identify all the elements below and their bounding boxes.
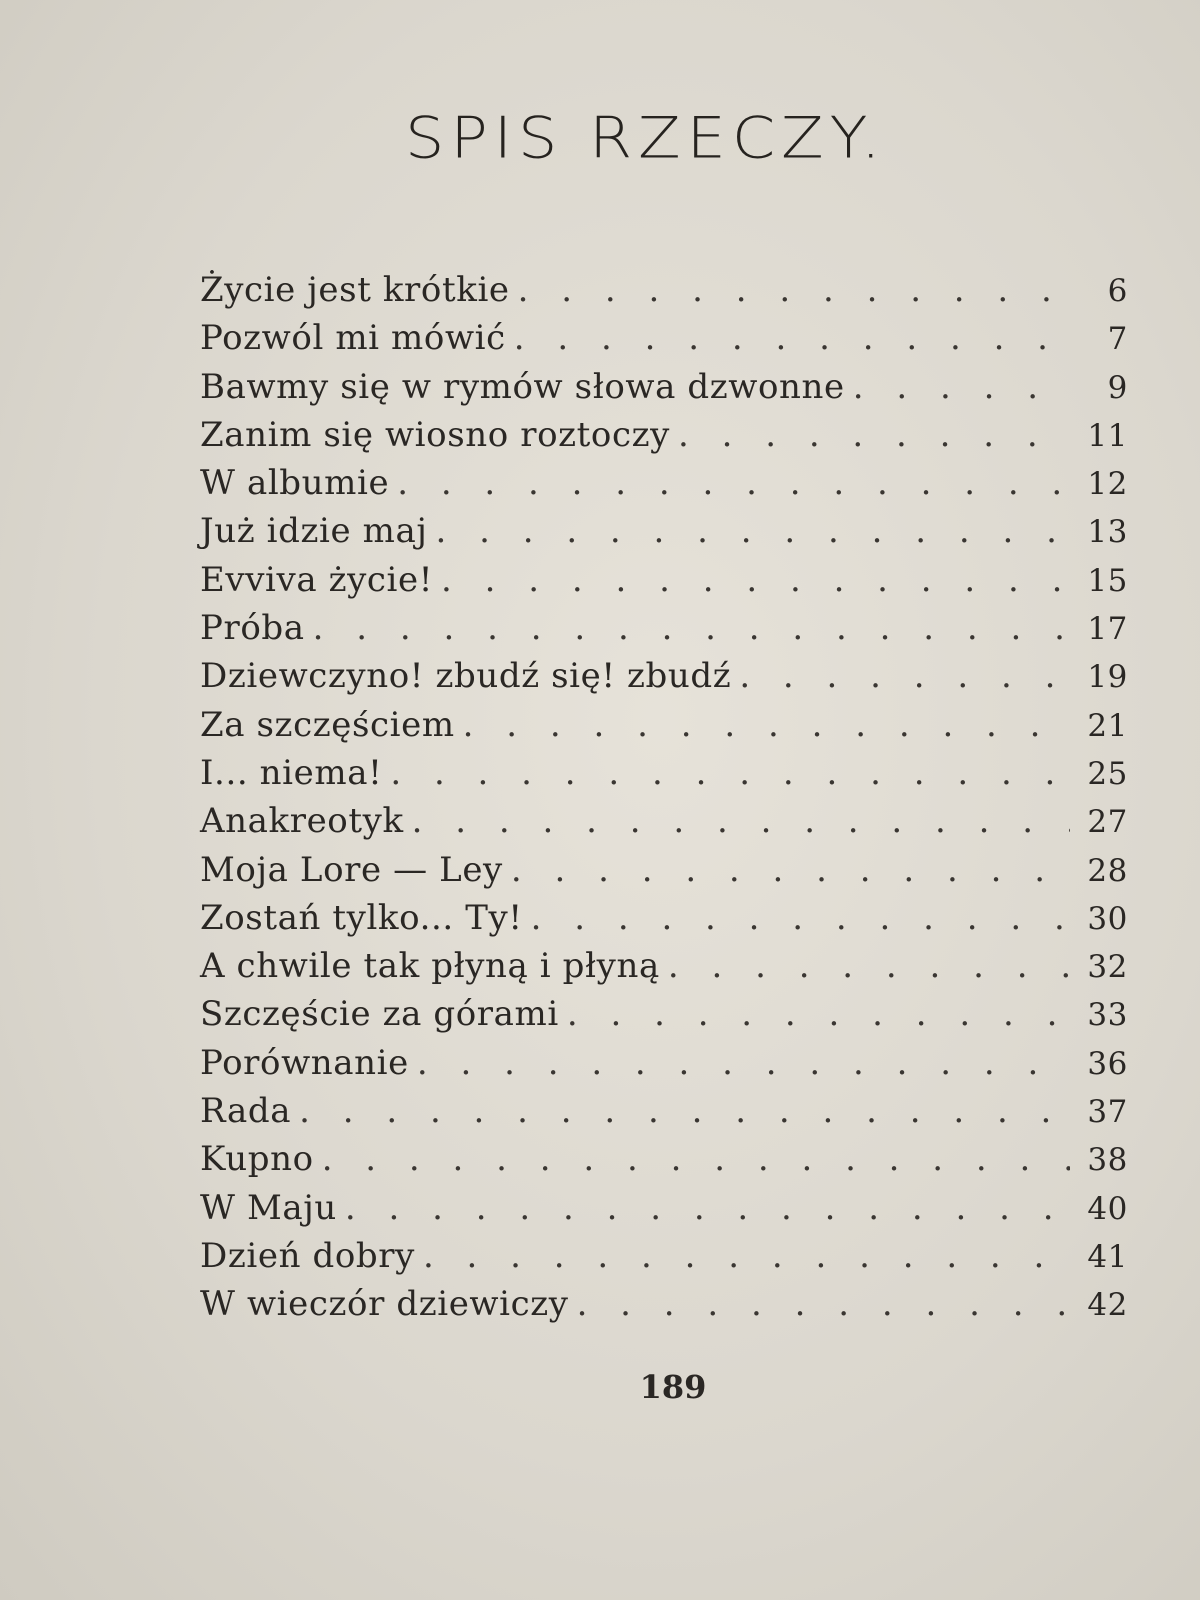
- dot-leader: [853, 363, 1070, 411]
- toc-entry: [200, 652, 1128, 700]
- toc-entry-title: A chwile tak płyną i płyną: [200, 946, 660, 987]
- toc-entry-title: Anakreotyk: [200, 801, 404, 842]
- toc-entry-title: W albumie: [200, 463, 390, 504]
- toc-entry-page: 7: [1107, 321, 1128, 358]
- dot-leader: [412, 797, 1070, 845]
- toc-entry: [200, 604, 1128, 652]
- dot-leader: [511, 846, 1070, 894]
- toc-entry-page: 6: [1107, 273, 1128, 309]
- toc-entry: [200, 314, 1128, 362]
- toc-entry-page: 17: [1087, 611, 1128, 648]
- toc-entry-page: 42: [1087, 1287, 1128, 1324]
- toc-entry-title: Bawmy się w rymów słowa dzwonne: [200, 366, 845, 407]
- toc-entry-title: Evviva życie!: [200, 559, 434, 600]
- toc-entry-page: 40: [1087, 1190, 1128, 1227]
- dot-leader: [678, 411, 1070, 459]
- toc-entry-title: Szczęście za górami: [200, 994, 559, 1035]
- toc-entry-page: 13: [1087, 514, 1128, 551]
- dot-leader: [322, 1135, 1070, 1183]
- page-number: 189: [639, 1368, 707, 1406]
- toc-entry: [200, 894, 1128, 942]
- dot-leader: [417, 1039, 1070, 1087]
- toc-entry-title: I... niema!: [200, 752, 383, 793]
- toc-entry-page: 28: [1087, 852, 1128, 889]
- dot-leader: [390, 749, 1070, 797]
- toc-entry-page: 27: [1087, 804, 1128, 841]
- dot-leader: [463, 701, 1070, 749]
- dot-leader: [518, 266, 1070, 314]
- toc-entry: [200, 556, 1128, 604]
- page-heading: SPIS RZECZY.: [405, 104, 887, 172]
- toc-entry: [200, 363, 1128, 411]
- toc-entry: [200, 1184, 1128, 1232]
- dot-leader: [435, 507, 1070, 555]
- dot-leader: [531, 894, 1070, 942]
- toc-entry-page: 12: [1087, 466, 1128, 503]
- toc-entry: [200, 797, 1128, 845]
- toc-entry-title: W Maju: [200, 1187, 337, 1228]
- toc-entry-title: Porównanie: [200, 1042, 409, 1083]
- toc-entry: [200, 749, 1128, 797]
- toc-entry-title: Już idzie maj: [200, 511, 428, 552]
- dot-leader: [299, 1087, 1070, 1135]
- toc-entry: [200, 1280, 1128, 1328]
- toc-entry-page: 30: [1087, 900, 1128, 937]
- toc-entry: [200, 459, 1128, 507]
- toc-entry-page: 32: [1087, 949, 1128, 986]
- toc-entry-page: 36: [1087, 1045, 1128, 1082]
- toc-entry: [200, 1135, 1128, 1183]
- dot-leader: [441, 556, 1070, 604]
- toc-entry-title: Rada: [200, 1091, 292, 1132]
- dot-leader: [668, 942, 1070, 990]
- dot-leader: [577, 1280, 1070, 1328]
- dot-leader: [313, 604, 1070, 652]
- toc-entry-title: Dzień dobry: [200, 1235, 415, 1276]
- dot-leader: [423, 1232, 1070, 1280]
- toc-entry-page: 25: [1087, 755, 1128, 792]
- toc-entry: [200, 701, 1128, 749]
- table-of-contents: [200, 266, 1128, 1329]
- toc-entry: [200, 1039, 1128, 1087]
- toc-entry-title: Próba: [200, 608, 305, 649]
- toc-entry: [200, 942, 1128, 990]
- toc-entry: [200, 266, 1128, 314]
- toc-entry-page: 37: [1087, 1094, 1128, 1131]
- dot-leader: [567, 990, 1070, 1038]
- toc-entry-title: Za szczęściem: [200, 704, 455, 745]
- toc-entry-page: 19: [1087, 659, 1128, 696]
- toc-entry-page: 38: [1087, 1142, 1128, 1179]
- toc-entry: [200, 1087, 1128, 1135]
- toc-entry-title: Życie jest krótkie: [200, 270, 510, 310]
- toc-entry-page: 21: [1087, 707, 1128, 744]
- toc-entry: [200, 846, 1128, 894]
- toc-entry: [200, 507, 1128, 555]
- toc-entry: [200, 990, 1128, 1038]
- toc-entry-page: 41: [1087, 1238, 1128, 1275]
- toc-entry: [200, 411, 1128, 459]
- toc-entry-page: 15: [1087, 562, 1128, 599]
- toc-entry: [200, 1232, 1128, 1280]
- toc-entry-title: Moja Lore — Ley: [200, 849, 503, 890]
- dot-leader: [397, 459, 1070, 507]
- toc-entry-page: 9: [1107, 369, 1128, 406]
- toc-entry-title: Dziewczyno! zbudź się! zbudź: [200, 656, 732, 697]
- toc-entry-page: 33: [1087, 997, 1128, 1034]
- dot-leader: [739, 652, 1070, 700]
- toc-entry-title: Zostań tylko... Ty!: [200, 897, 523, 938]
- dot-leader: [345, 1184, 1070, 1232]
- dot-leader: [514, 314, 1070, 362]
- toc-entry-title: W wieczór dziewiczy: [200, 1284, 569, 1325]
- toc-entry-page: 11: [1087, 417, 1128, 454]
- toc-entry-title: Kupno: [200, 1139, 314, 1180]
- toc-entry-title: Pozwól mi mówić: [200, 318, 506, 359]
- toc-entry-title: Zanim się wiosno roztoczy: [200, 414, 670, 455]
